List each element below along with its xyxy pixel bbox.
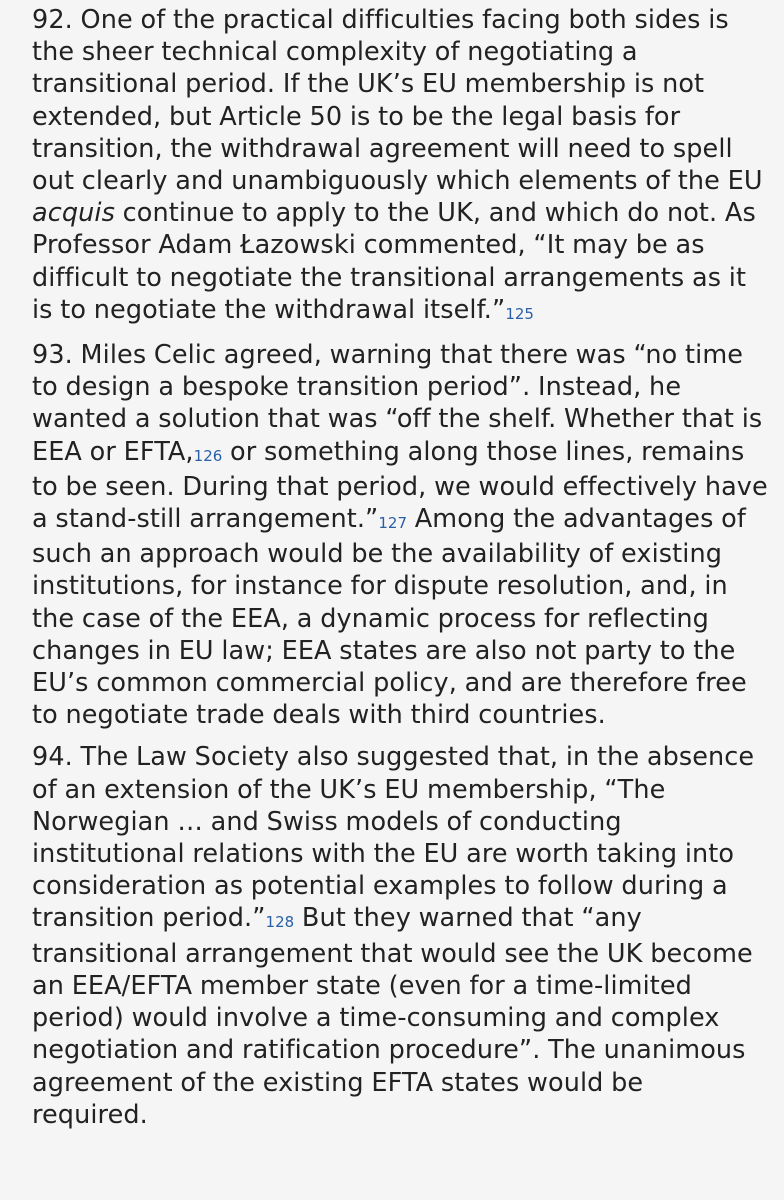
text-line [32,699,774,731]
text-line [32,667,774,699]
text-segment: extended, but Article 50 is to be the legal basis for [32,101,681,132]
text-segment: an EEA/EFTA member state (even for a time-limited [32,970,692,1001]
text-line [32,36,774,68]
text-segment: transitional period. If the UK’s EU membership is not [32,69,705,100]
text-segment: negotiation and ratification procedure”. The unanimous [32,1035,746,1066]
text-segment: EEA or EFTA, [32,436,194,467]
text-segment: institutions, for instance for dispute resolution, and, in [32,571,728,602]
footnote-link[interactable]: 128 [265,913,295,932]
text-segment: 94. The Law Society also suggested that, in the absence [32,742,755,773]
text-line [32,4,774,36]
text-segment: EU’s common commercial policy, and are therefore free [32,668,747,699]
text-line [32,902,774,937]
text-line [32,806,774,838]
footnote-link[interactable]: 125 [505,304,534,323]
text-segment: Among the advantages of [407,504,746,535]
text-segment: consideration as potential examples to follow during a [32,871,728,902]
paragraph-94 [32,741,774,1140]
text-segment: period) would involve a time-consuming and complex [32,1003,720,1034]
text-segment: transitional arrangement that would see the UK become [32,938,753,969]
text-segment: 93. Miles Celic agreed, warning that there was “no time [32,340,744,371]
text-line [32,229,774,261]
paragraph-93 [32,339,774,741]
text-line [32,774,774,806]
text-segment: required. [32,1099,148,1130]
text-line [32,436,774,471]
text-segment: 92. One of the practical difficulties facing both sides is [32,5,729,35]
text-segment: institutional relations with the EU are worth taking into [32,839,735,870]
text-line [32,938,774,970]
text-segment: to design a bespoke transition period”. Instead, he [32,372,682,403]
text-segment: the sheer technical complexity of negotiating a [32,37,638,68]
text-line [32,294,774,329]
text-segment: transition, the withdrawal agreement will need to spell [32,133,733,164]
text-segment: a stand-still arrangement.” [32,504,379,535]
text-line [32,339,774,371]
text-line [32,1034,774,1066]
text-segment: is to negotiate the withdrawal itself.” [32,294,506,325]
text-line [32,870,774,902]
text-segment: Norwegian … and Swiss models of conducting [32,806,622,837]
paragraph-list [32,4,774,1141]
text-segment: the case of the EEA, a dynamic process for reflecting [32,603,709,634]
text-line [32,403,774,435]
text-segment: difficult to negotiate the transitional arrangements as it [32,262,747,293]
paragraph-92 [32,4,774,339]
text-line [32,262,774,294]
text-segment: of an extension of the UK’s EU membership, “The [32,774,666,805]
text-line [32,603,774,635]
text-segment: changes in EU law; EEA states are also not party to the [32,635,736,666]
text-line [32,503,774,538]
text-line [32,471,774,503]
text-segment: wanted a solution that was “off the shelf. Whether that is [32,404,763,435]
text-segment: to negotiate trade deals with third countries. [32,700,606,731]
text-segment: out clearly and unambiguously which elements of the EU [32,166,763,197]
text-segment: to be seen. During that period, we would effectively have [32,471,768,502]
text-line [32,1099,774,1131]
text-line [32,635,774,667]
text-line [32,371,774,403]
text-segment: transition period.” [32,903,266,934]
text-segment: agreement of the existing EFTA states would be [32,1067,644,1098]
text-segment: But they warned that “any [294,903,642,934]
text-line [32,838,774,870]
text-line [32,68,774,100]
text-line [32,570,774,602]
text-line [32,197,774,229]
text-line [32,165,774,197]
text-line [32,1002,774,1034]
text-line [32,741,774,773]
text-segment: Professor Adam Łazowski commented, “It may be as [32,230,705,261]
text-line [32,101,774,133]
text-segment: such an approach would be the availability of existing [32,539,722,570]
italic-text: acquis [32,198,115,229]
text-line [32,133,774,165]
footnote-link[interactable]: 127 [378,514,407,533]
text-line [32,970,774,1002]
footnote-link[interactable]: 126 [193,446,223,465]
text-line [32,1067,774,1099]
text-segment: continue to apply to the UK, and which do not. As [114,198,756,229]
text-line [32,538,774,570]
text-segment: or something along those lines, remains [222,436,745,467]
